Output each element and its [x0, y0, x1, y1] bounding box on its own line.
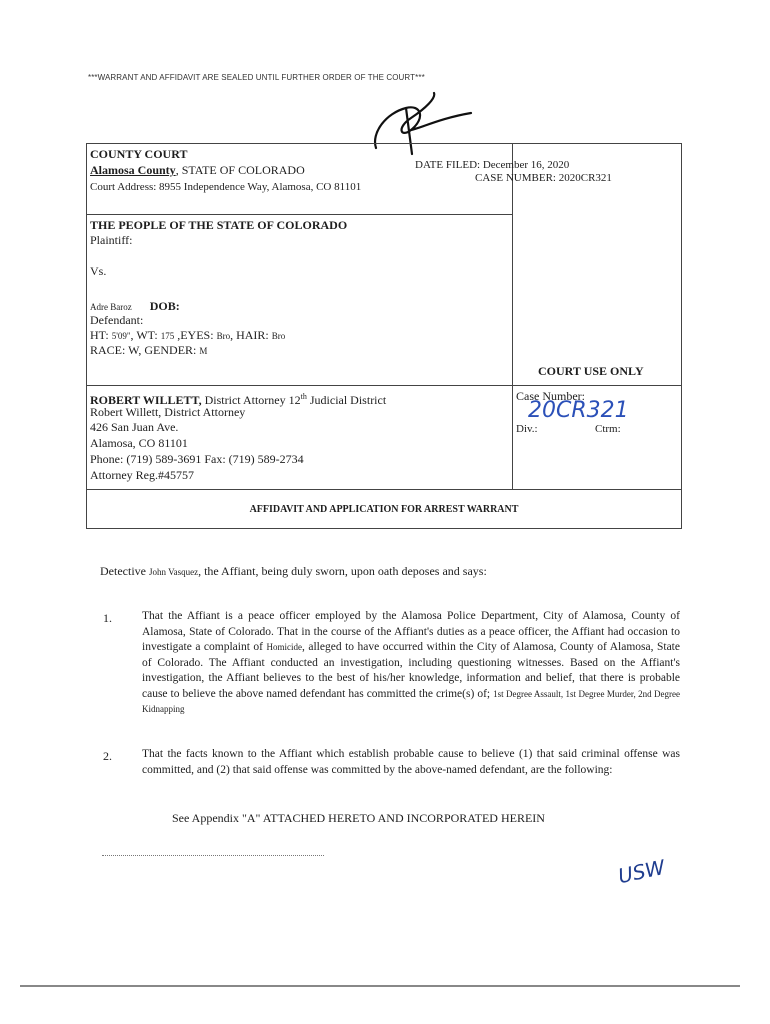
- affiant-intro: Detective John Vasquez, the Affiant, being duly sworn, upon oath deposes and says:: [100, 564, 487, 578]
- attorney-city: Alamosa, CO 81101: [90, 436, 188, 450]
- attorney-phone: Phone: (719) 589-3691 Fax: (719) 589-2734: [90, 452, 304, 466]
- paragraph-1-number: 1.: [103, 611, 112, 625]
- document-title: AFFIDAVIT AND APPLICATION FOR ARREST WARRANT: [249, 504, 519, 515]
- court-state: , STATE OF COLORADO: [175, 163, 305, 177]
- vs-label: Vs.: [90, 264, 107, 278]
- attorney-reg: Attorney Reg.#45757: [90, 468, 194, 482]
- court-address: Court Address: 8955 Independence Way, Alamosa, CO 81101: [90, 181, 362, 193]
- dob-label: DOB:: [149, 299, 180, 313]
- paragraph-2: That the facts known to the Affiant which establish probable cause to believe (1) that said criminal offense was committed, and (2) that said offense was committed by the above-named defendant, are the following:: [142, 748, 680, 776]
- caption-rule-3: [86, 489, 682, 490]
- appendix-reference: See Appendix "A" ATTACHED HERETO AND INCORPORATED HEREIN: [172, 811, 545, 825]
- page-bottom-rule: [20, 985, 740, 987]
- signature-line: [102, 855, 324, 856]
- court-county-line: [90, 163, 305, 178]
- people-heading: THE PEOPLE OF THE STATE OF COLORADO: [90, 218, 348, 232]
- seal-notice: ***WARRANT AND AFFIDAVIT ARE SEALED UNTIL FURTHER ORDER OF THE COURT***: [88, 73, 425, 82]
- defendant-description: HT: 5'09", WT: 175 ,EYES: Bro, HAIR: Bro: [90, 328, 286, 342]
- affiant-name: John Vasquez: [148, 567, 199, 577]
- case-number-label: Case Number:: [516, 389, 585, 403]
- court-use-only: COURT USE ONLY: [538, 364, 644, 378]
- paragraph-2-number: 2.: [103, 749, 112, 763]
- plaintiff-label: Plaintiff:: [90, 233, 133, 247]
- court-name: COUNTY COURT: [90, 147, 188, 161]
- defendant-label: Defendant:: [90, 313, 144, 327]
- div-label: Div.:: [516, 423, 538, 435]
- ctrm-label: Ctrm:: [595, 423, 621, 435]
- case-number-line: CASE NUMBER: 2020CR321: [475, 172, 612, 184]
- court-county: Alamosa County: [90, 163, 176, 177]
- date-filed: DATE FILED: December 16, 2020: [415, 159, 570, 171]
- handwritten-case-number: 20CR321: [528, 398, 629, 423]
- paragraph-1: That the Affiant is a peace officer employed by the Alamosa Police Department, City of Alamosa, County of Alamosa, State of Colorado. That in the course of the Affiant's duties as a peace officer, the Affiant had occasion to investigate a complaint of Homicide, alleged to have occurred within the City of Alamosa, County of Alamosa, State of Colorado. The Affiant conducted an investigation, including questioning witnesses. Based on the Affiant's investigation, the Affiant believes to the best of his/her knowledge, information and belief, that there is probable cause to believe the above named defendant has committed the crime(s) of; 1st Degree Assault, 1st Degree Murder, 2nd Degree Kidnapping: [142, 610, 680, 714]
- attorney-name: Robert Willett, District Attorney: [90, 405, 246, 419]
- caption-divider: [512, 143, 513, 489]
- attorney-title: ROBERT WILLETT, District Attorney 12th Judicial District: [90, 392, 387, 407]
- attorney-street: 426 San Juan Ave.: [90, 420, 179, 434]
- caption-rule-1: [86, 214, 512, 215]
- caption-rule-2: [86, 385, 682, 386]
- defendant-race-gender: RACE: W, GENDER: M: [90, 343, 208, 357]
- handwritten-initials: USW: [615, 854, 668, 889]
- defendant-name: Adre Baroz: [90, 302, 132, 312]
